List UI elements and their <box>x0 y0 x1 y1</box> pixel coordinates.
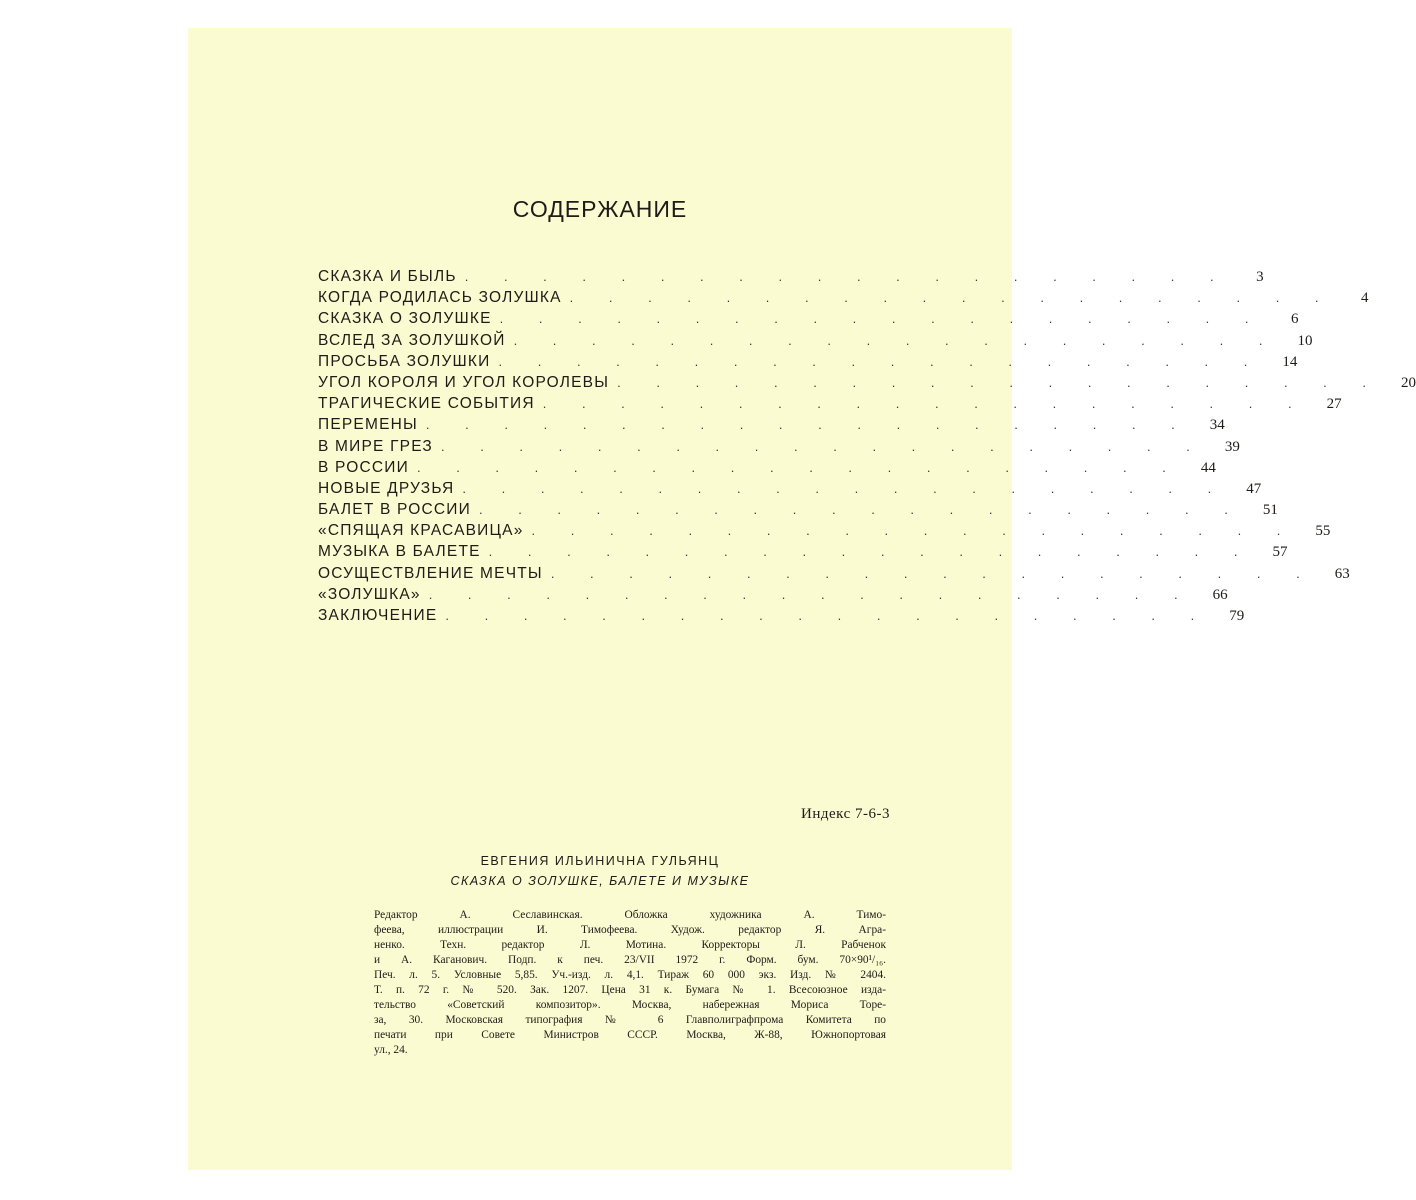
toc-entry-title: ВСЛЕД ЗА ЗОЛУШКОЙ <box>318 331 506 349</box>
toc-entry-page: 55 <box>1315 523 1331 540</box>
imprint-line: и А. Каганович. Подп. к печ. 23/VII 1972 г. Форм. бум. 70×90¹/₁₆. <box>374 954 886 966</box>
toc-entry: ВСЛЕД ЗА ЗОЛУШКОЙ . . . . . . . . . . . . . . . . . . . . 10 <box>318 330 834 351</box>
toc-entry: МУЗЫКА В БАЛЕТЕ . . . . . . . . . . . . . . . . . . . . 57 <box>318 541 834 562</box>
toc-entry-title: ЗАКЛЮЧЕНИЕ <box>318 607 438 624</box>
toc-entry: ТРАГИЧЕСКИЕ СОБЫТИЯ . . . . . . . . . . . . . . . . . . . . 27 <box>318 393 834 414</box>
toc-entry: «СПЯЩАЯ КРАСАВИЦА» . . . . . . . . . . . . . . . . . . . . 55 <box>318 520 834 541</box>
index-code: Индекс 7-6-3 <box>801 806 890 822</box>
toc-entry: БАЛЕТ В РОССИИ . . . . . . . . . . . . . . . . . . . . 51 <box>318 499 834 520</box>
toc-entry: УГОЛ КОРОЛЯ И УГОЛ КОРОЛЕВЫ . . . . . . . . . . . . . . . . . . . . 20 <box>318 372 834 393</box>
table-of-contents <box>318 266 1416 626</box>
book-page <box>188 28 1416 1170</box>
toc-entry: ПРОСЬБА ЗОЛУШКИ . . . . . . . . . . . . . . . . . . . . 14 <box>318 351 834 372</box>
toc-entry-page: 63 <box>1334 565 1350 582</box>
toc-entry-page: 51 <box>1262 502 1278 519</box>
toc-entry-title: МУЗЫКА В БАЛЕТЕ <box>318 543 481 561</box>
imprint-line: феева, иллюстрации И. Тимофеева. Худож. редактор Я. Агра- <box>374 924 886 936</box>
toc-entry-title: ПЕРЕМЕНЫ <box>318 416 418 434</box>
toc-entry-title: БАЛЕТ В РОССИИ <box>318 501 471 519</box>
imprint-line: ненко. Техн. редактор Л. Мотина. Корректоры Л. Рабченок <box>374 939 886 951</box>
toc-entry: КОГДА РОДИЛАСЬ ЗОЛУШКА . . . . . . . . . . . . . . . . . . . . 4 <box>318 287 834 308</box>
toc-entry-title: СКАЗКА О ЗОЛУШКЕ <box>318 310 492 328</box>
imprint-line: за, 30. Московская типография № 6 Главполиграфпрома Комитета по <box>374 1014 886 1026</box>
toc-entry-title: ОСУЩЕСТВЛЕНИЕ МЕЧТЫ <box>318 564 543 582</box>
imprint-block <box>374 908 886 1058</box>
toc-entry-page: 3 <box>1256 269 1264 285</box>
toc-entry-title: КОГДА РОДИЛАСЬ ЗОЛУШКА <box>318 289 562 307</box>
toc-entry-page: 14 <box>1282 353 1298 370</box>
author-name: ЕВГЕНИЯ ИЛЬИНИЧНА ГУЛЬЯНЦ <box>480 854 720 868</box>
toc-entry-page: 6 <box>1291 311 1299 328</box>
toc-entry: СКАЗКА И БЫЛЬ . . . . . . . . . . . . . . . . . . . . 3 <box>318 266 834 287</box>
toc-entry-page: 47 <box>1246 480 1262 497</box>
imprint-line: Печ. л. 5. Условные 5,85. Уч.-изд. л. 4,1. Тираж 60 000 экз. Изд. № 2404. <box>374 969 886 981</box>
toc-entry-title: СКАЗКА И БЫЛЬ <box>318 268 457 285</box>
toc-entry-title: «СПЯЩАЯ КРАСАВИЦА» <box>318 522 524 540</box>
toc-entry: ПЕРЕМЕНЫ . . . . . . . . . . . . . . . . . . . . 34 <box>318 414 834 435</box>
toc-entry-page: 66 <box>1212 586 1228 603</box>
toc-entry-page: 39 <box>1224 438 1240 455</box>
toc-entry-title: «ЗОЛУШКА» <box>318 585 421 603</box>
toc-entry-page: 27 <box>1326 396 1342 413</box>
toc-entry-page: 34 <box>1209 417 1225 434</box>
toc-entry: НОВЫЕ ДРУЗЬЯ . . . . . . . . . . . . . . . . . . . . 47 <box>318 478 834 499</box>
imprint-line: Редактор А. Сеславинская. Обложка художника А. Тимо- <box>374 909 886 921</box>
toc-entry: ЗАКЛЮЧЕНИЕ . . . . . . . . . . . . . . . . . . . . 79 <box>318 605 834 626</box>
toc-entry-title: ПРОСЬБА ЗОЛУШКИ <box>318 352 491 370</box>
toc-entry-page: 44 <box>1200 459 1216 476</box>
toc-entry: В РОССИИ . . . . . . . . . . . . . . . . . . . . 44 <box>318 457 834 478</box>
imprint-line: Т. п. 72 г. № 520. Зак. 1207. Цена 31 к. Бумага № 1. Всесоюзное изда- <box>374 984 886 996</box>
imprint-line: тельство «Советский композитор». Москва, набережная Мориса Торе- <box>374 999 886 1011</box>
toc-entry-title: В МИРЕ ГРЕЗ <box>318 437 433 455</box>
toc-entry-title: В РОССИИ <box>318 458 409 476</box>
toc-entry: ОСУЩЕСТВЛЕНИЕ МЕЧТЫ . . . . . . . . . . . . . . . . . . . . 63 <box>318 563 834 584</box>
toc-entry-page: 4 <box>1361 290 1369 307</box>
toc-heading: СОДЕРЖАНИЕ <box>512 196 688 222</box>
toc-entry: СКАЗКА О ЗОЛУШКЕ . . . . . . . . . . . . . . . . . . . . 6 <box>318 308 834 329</box>
imprint-line: ул., 24. <box>374 1044 408 1056</box>
toc-entry-page: 20 <box>1401 374 1416 391</box>
toc-entry: В МИРЕ ГРЕЗ . . . . . . . . . . . . . . . . . . . . 39 <box>318 436 834 457</box>
toc-entry-title: НОВЫЕ ДРУЗЬЯ <box>318 479 455 497</box>
toc-entry-page: 79 <box>1229 608 1245 624</box>
toc-entry-title: ТРАГИЧЕСКИЕ СОБЫТИЯ <box>318 395 535 413</box>
imprint-line: печати при Совете Министров СССР. Москва, Ж-88, Южнопортовая <box>374 1029 886 1041</box>
toc-entry-page: 10 <box>1297 332 1313 349</box>
toc-entry: «ЗОЛУШКА» . . . . . . . . . . . . . . . . . . . . 66 <box>318 584 834 605</box>
toc-entry-title: УГОЛ КОРОЛЯ И УГОЛ КОРОЛЕВЫ <box>318 373 610 391</box>
toc-entry-page: 57 <box>1272 544 1288 561</box>
book-title: СКАЗКА О ЗОЛУШКЕ, БАЛЕТЕ И МУЗЫКЕ <box>450 874 750 888</box>
